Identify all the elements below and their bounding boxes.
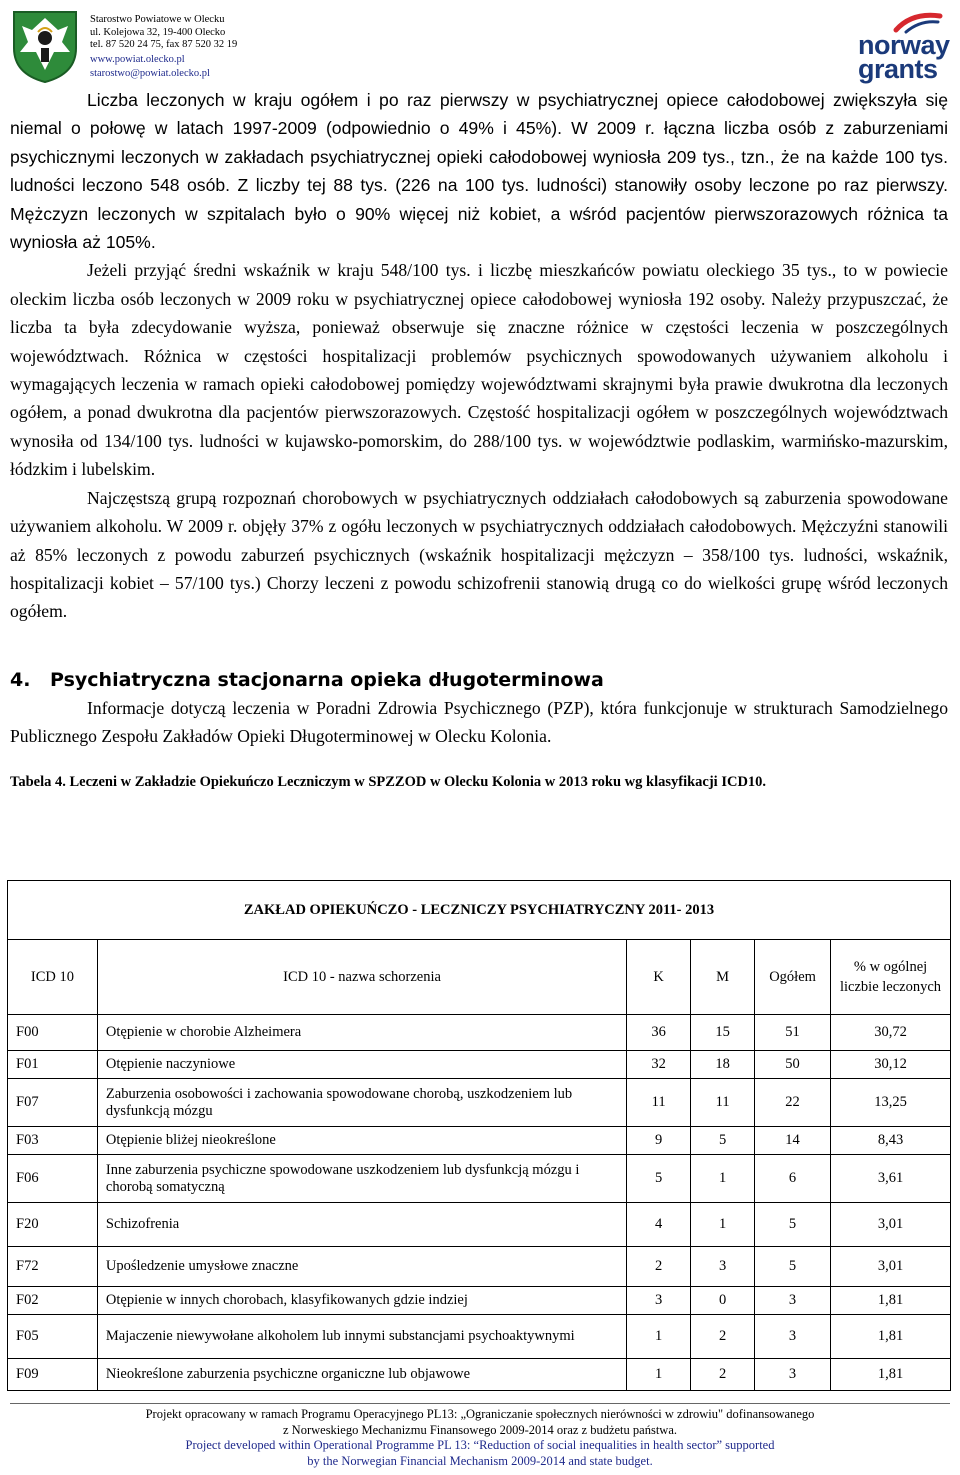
icd10-table [7,880,951,1391]
row-code: F02 [8,1287,98,1315]
row-k: 5 [627,1155,691,1203]
header-pct: % w ogólnej liczbie leczonych [831,940,951,1015]
row-k: 32 [627,1051,691,1079]
row-pct: 8,43 [831,1127,951,1155]
norway-grants-logo [836,10,950,85]
row-code: F07 [8,1079,98,1127]
row-pct: 3,01 [831,1247,951,1287]
header-total: Ogółem [755,940,831,1015]
row-k: 1 [627,1315,691,1359]
website-link[interactable]: www.powiat.olecko.pl [90,53,185,65]
footer-pl-line-2: z Norweskiego Mechanizmu Finansowego 2009-2014 oraz z budżetu państwa. [283,1422,677,1437]
row-code: F05 [8,1315,98,1359]
section-title: Psychiatryczna stacjonarna opieka długoterminowa [50,668,604,691]
row-m: 15 [691,1015,755,1051]
row-pct: 30,72 [831,1015,951,1051]
row-code: F09 [8,1359,98,1391]
row-pct: 3,61 [831,1155,951,1203]
row-pct: 30,12 [831,1051,951,1079]
row-code: F20 [8,1203,98,1247]
office-phone: tel. 87 520 24 75, fax 87 520 32 19 [90,39,238,50]
paragraph-2: Jeżeli przyjąć średni wskaźnik w kraju 548/100 tys. i liczbę mieszkańców powiatu oleckiego 35 tys., to w powiecie oleckim liczba osób leczonych w 2009 roku w psychiatrycznej opiece całodobowej wyniosła 192 osoby. Należy przypuszczać, że liczba ta była zdecydowanie wyższa, ponieważ obserwuje się znaczne różnice w częstości leczenia w poszczególnych województwach. Różnica w częstości hospitalizacji problemów psychicznych spowodowanych używaniem alkoholu i wymagających leczenia w ramach opieki całodobowej pomiędzy województwami skrajnymi była prawie dwukrotna dla leczonych ogółem, a ponad dwukrotna dla pacjentów pierwszorazowych. Częstość hospitalizacji ogółem w poszczególnych województwach wynosiła od 134/100 tys. ludności w kujawsko-pomorskim, do 288/100 tys. w województwie podlaskim, warmińsko-mazurskim, łódzkim i lubelskim. [10,260,948,480]
row-m: 11 [691,1079,755,1127]
table-row [8,1315,951,1359]
row-pct: 3,01 [831,1203,951,1247]
header-name: ICD 10 - nazwa schorzenia [97,940,626,1015]
row-m: 2 [691,1315,755,1359]
row-total: 3 [755,1315,831,1359]
document-body [10,86,948,791]
row-pct: 1,81 [831,1315,951,1359]
footer-en-line-2: by the Norwegian Financial Mechanism 2009-2014 and state budget. [307,1453,653,1468]
row-total: 5 [755,1247,831,1287]
table-caption: Tabela 4. Leczeni w Zakładzie Opiekuńczo Leczniczym w SPZZOD w Olecku Kolonia w 2013 roku wg klasyfikacji ICD10. [10,773,767,790]
footer [0,1407,960,1469]
row-name: Nieokreślone zaburzenia psychiczne organiczne lub objawowe [97,1359,626,1391]
email-link[interactable]: starostwo@powiat.olecko.pl [90,68,210,79]
row-k: 4 [627,1203,691,1247]
row-code: F06 [8,1155,98,1203]
table-row [8,1079,951,1127]
row-total: 22 [755,1079,831,1127]
logo-text-grants: grants [858,54,938,84]
row-pct: 13,25 [831,1079,951,1127]
row-code: F00 [8,1015,98,1051]
paragraph-3: Najczęstszą grupą rozpoznań chorobowych w psychiatrycznych oddziałach całodobowych są zaburzenia spowodowane używaniem alkoholu. W 2009 r. objęły 37% z ogółu leczonych w psychiatrycznych oddziałach całodobowych. Mężczyźni stanowili aż 85% leczonych z powodu zaburzeń psychicznych (wskaźnik hospitalizacji mężczyzn – 358/100 tys. ludności, wskaźnik, hospitalizacji kobiet – 57/100 tys.) Chorzy leczeni z powodu schizofrenii stanowią drugą co do wielkości grupę wśród leczonych ogółem. [10,487,948,622]
section-number: 4. [10,668,31,691]
footer-pl-line-1: Projekt opracowany w ramach Programu Operacyjnego PL13: „Ograniczanie społecznych nierówności w zdrowiu" dofinansowanego [145,1407,815,1421]
row-m: 1 [691,1155,755,1203]
row-name: Otępienie w chorobie Alzheimera [97,1015,626,1051]
row-pct: 1,81 [831,1287,951,1315]
row-m: 3 [691,1247,755,1287]
office-address: ul. Kolejowa 32, 19-400 Olecko [90,26,226,38]
row-total: 3 [755,1359,831,1391]
paragraph-1: Liczba leczonych w kraju ogółem i po raz pierwszy w psychiatrycznej opiece całodobowej zwiększyła się niemal o połowę w latach 1997-2009 (odpowiednio o 49% i 45%). W 2009 r. łączna liczba osób z zaburzeniami psychicznymi leczonych w zakładach psychiatrycznej opieki całodobowej wyniosła 209 tys., tzn., że na każde 100 tys. ludności leczono 548 osób. Z liczby tej 88 tys. (226 na 100 tys. ludności) stanowiły osoby leczone po raz pierwszy. Mężczyzn leczonych w szpitalach było o 90% więcej niż kobiet, a wśród pacjentów pierwszorazowych różnica ta wyniosła aż 105%. [10,90,948,253]
section-heading [10,666,948,694]
row-total: 3 [755,1287,831,1315]
row-total: 5 [755,1203,831,1247]
row-code: F01 [8,1051,98,1079]
table-row [8,1203,951,1247]
table-title: ZAKŁAD OPIEKUŃCZO - LECZNICZY PSYCHIATRYCZNY 2011- 2013 [8,881,951,940]
row-k: 2 [627,1247,691,1287]
row-name: Majaczenie niewywołane alkoholem lub innymi substancjami psychoaktywnymi [97,1315,626,1359]
table-row [8,1155,951,1203]
footer-divider [10,1403,950,1404]
row-name: Zaburzenia osobowości i zachowania spowodowane chorobą, uszkodzeniem lub dysfunkcją mózgu [97,1079,626,1127]
table-row [8,1287,951,1315]
table-row [8,1359,951,1391]
row-name: Otępienie naczyniowe [97,1051,626,1079]
row-m: 0 [691,1287,755,1315]
header-k: K [627,940,691,1015]
row-name: Otępienie bliżej nieokreślone [97,1127,626,1155]
row-total: 51 [755,1015,831,1051]
row-total: 50 [755,1051,831,1079]
row-k: 9 [627,1127,691,1155]
county-coat-of-arms-icon [10,8,80,84]
row-name: Upośledzenie umysłowe znaczne [97,1247,626,1287]
row-k: 36 [627,1015,691,1051]
row-name: Inne zaburzenia psychiczne spowodowane uszkodzeniem lub dysfunkcją mózgu i chorobą somatyczną [97,1155,626,1203]
table-header-row [8,940,951,1015]
row-total: 6 [755,1155,831,1203]
row-m: 1 [691,1203,755,1247]
row-k: 3 [627,1287,691,1315]
table-row [8,1247,951,1287]
row-pct: 1,81 [831,1359,951,1391]
row-m: 2 [691,1359,755,1391]
row-m: 5 [691,1127,755,1155]
row-code: F72 [8,1247,98,1287]
table-row [8,1051,951,1079]
row-k: 1 [627,1359,691,1391]
row-k: 11 [627,1079,691,1127]
row-m: 18 [691,1051,755,1079]
row-code: F03 [8,1127,98,1155]
header-m: M [691,940,755,1015]
row-total: 14 [755,1127,831,1155]
contact-block [90,14,237,81]
row-name: Otępienie w innych chorobach, klasyfikowanych gdzie indziej [97,1287,626,1315]
table-row [8,1015,951,1051]
office-name: Starostwo Powiatowe w Olecku [90,14,225,25]
footer-en-line-1: Project developed within Operational Programme PL 13: “Reduction of social inequalities in health sector” supported [185,1438,775,1452]
paragraph-4: Informacje dotyczą leczenia w Poradni Zdrowia Psychicznego (PZP), która funkcjonuje w strukturach Samodzielnego Publicznego Zespołu Zakładów Opieki Długoterminowej w Olecku Kolonia. [10,697,948,747]
header-code: ICD 10 [8,940,98,1015]
logo-text-norway: norway [858,30,950,60]
table-row [8,1127,951,1155]
row-name: Schizofrenia [97,1203,626,1247]
